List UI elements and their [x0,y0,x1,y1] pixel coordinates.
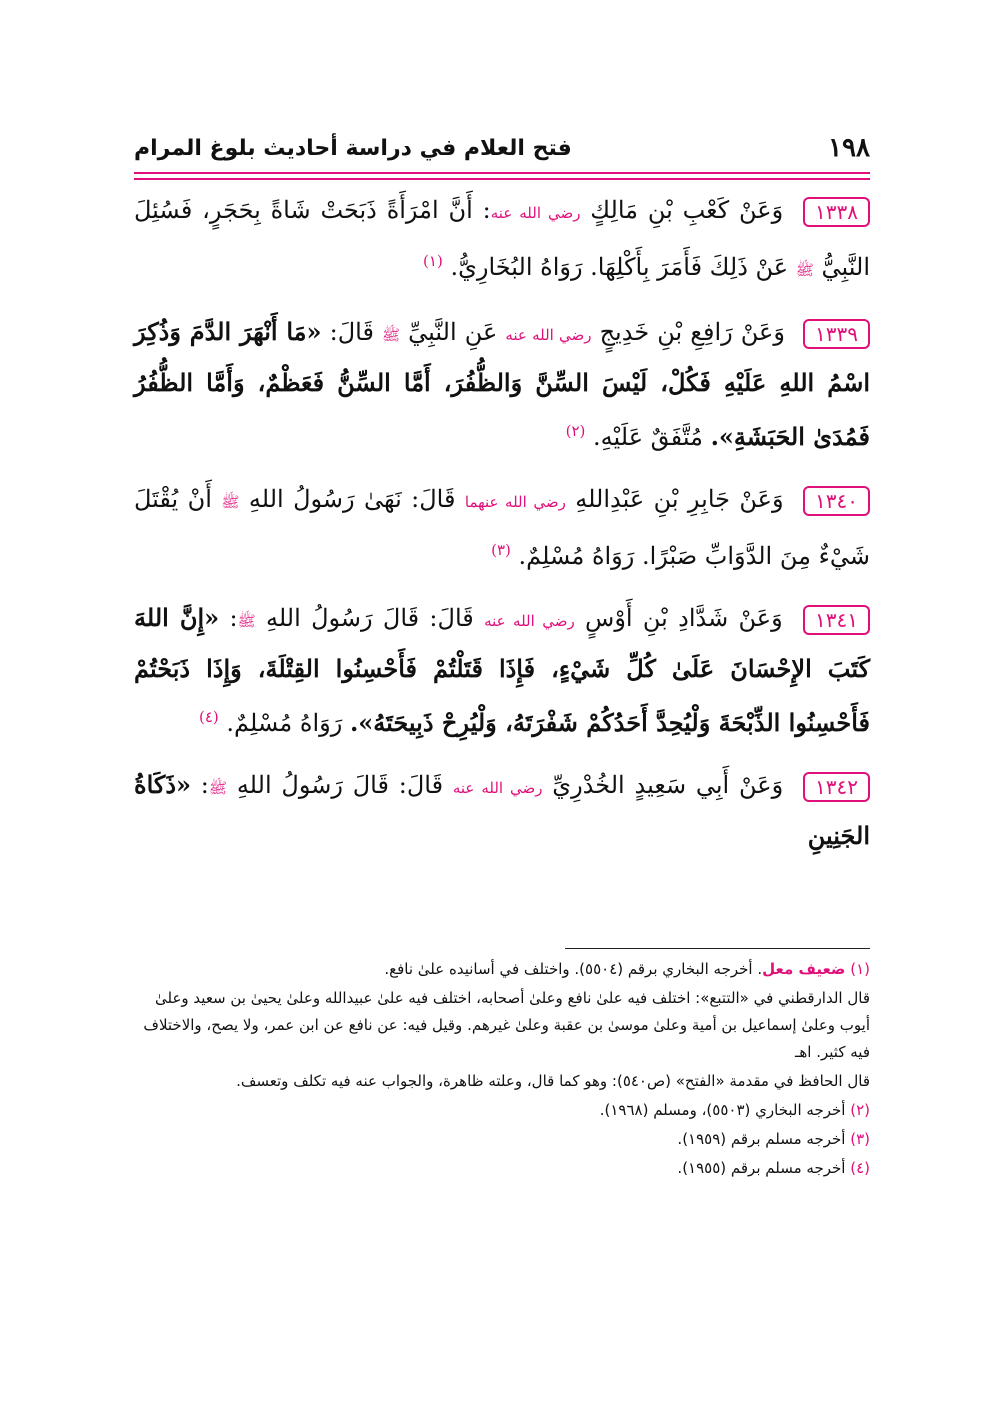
footnote-ref[interactable]: (٣) [491,541,511,559]
hadith-1340 [134,475,870,580]
salla-mark: ﷺ [221,493,240,511]
footnote-number: (١) [850,960,870,978]
hadith-text: قَالَ: قَالَ رَسُولُ اللهِ [236,771,444,799]
hadith-1341 [134,594,870,747]
footnote-text: أخرجه مسلم برقم (١٩٥٥). [677,1159,846,1177]
hadith-text: : [229,604,238,632]
hadith-text: وَعَنْ جَابِرِ بْنِ عَبْدِاللهِ [575,485,784,513]
honorific-mark: رضي الله عنهما [464,493,566,511]
footnote-number: (٤) [850,1159,870,1177]
footnote-number: (٢) [850,1101,870,1119]
footnote-text: أخرجه مسلم برقم (١٩٥٩). [677,1130,846,1148]
prophetic-quote: «إِنَّ اللهَ كَتَبَ الإِحْسَانَ عَلَىٰ كُلِّ شَيْءٍ، فَإِذَا قَتَلْتُمْ فَأَحْسِنُوا القِتْلَةَ، وَإِذَا ذَبَحْتُمْ فَأَحْسِنُوا الذِّبْحَةَ وَلْيُحِدَّ أَحَدُكُمْ شَفْرَتَهُ، وَلْيُرِحْ ذَبِيحَتَهُ». [134,603,870,737]
hadith-number-badge: ١٣٣٩ [803,319,870,349]
footnote-2 [134,1097,870,1124]
footnote-text: قال الحافظ في مقدمة «الفتح» (ص٥٤٠): وهو كما قال، وعلته ظاهرة، والجواب عنه فيه تكلف وتعسف. [236,1072,870,1090]
footnotes [134,948,870,1184]
footnote-ref[interactable]: (١) [423,252,443,270]
honorific-mark: رضي الله عنه [490,204,581,222]
prophetic-quote: «ذَكَاةُ الجَنِينِ [134,770,870,850]
hadith-text: : [200,771,209,799]
hadith-text: قَالَ: [329,318,374,346]
hadith-number-badge: ١٣٤٠ [803,486,870,516]
hadith-source: مُتَّفَقٌ عَلَيْهِ. [593,423,703,451]
honorific-mark: رضي الله عنه [452,779,543,797]
hadith-text: قَالَ: قَالَ رَسُولُ اللهِ [265,604,474,632]
header-rule-bottom [134,178,870,180]
hadith-text: : أَنَّ امْرَأَةً ذَبَحَتْ شَاةً بِحَجَرٍ، فَسُئِلَ النَّبِيُّ [134,196,870,281]
hadith-text: أَنْ يُقْتَلَ شَيْءٌ مِنَ الدَّوَابِّ صَبْرًا. رَوَاهُ مُسْلِمٌ. [134,485,870,570]
footnote-ref[interactable]: (٤) [199,708,219,726]
footnote-3 [134,1126,870,1153]
footnote-text: أخرجه البخاري (٥٥٠٣)، ومسلم (١٩٦٨). [599,1101,846,1119]
footnote-text: قال الدارقطني في «التتبع»: اختلف فيه علىٰ نافع وعلىٰ أصحابه، اختلف فيه علىٰ عبيدالله وعلىٰ يحيىٰ بن سعيد وعلىٰ أيوب وعلىٰ إسماعيل بن أمية وعلىٰ موسىٰ بن عقبة وعلىٰ غيرهم. وقيل فيه: عن نافع عن ابن عمر، ولا يصح، والاختلاف فيه كثير. اهـ [143,989,870,1061]
footnote-4 [134,1155,870,1182]
header-rule-top [134,172,870,174]
salla-mark: ﷺ [795,261,814,279]
hadith-number-badge: ١٣٤١ [803,605,870,635]
hadith-text: وَعَنْ كَعْبِ بْنِ مَالِكٍ [590,196,784,224]
hadith-1342 [134,761,870,860]
hadith-text: قَالَ: نَهَىٰ رَسُولُ اللهِ [248,485,456,513]
footnote-ref[interactable]: (٢) [565,422,586,440]
salla-mark: ﷺ [237,612,256,630]
prophetic-quote: «مَا أَنْهَرَ الدَّمَ وَذُكِرَ اسْمُ اللهِ عَلَيْهِ فَكُلْ، لَيْسَ السِّنَّ وَالظُّفُرَ، أَمَّا السِّنُّ فَعَظْمٌ، وَأَمَّا الظُّفُرُ فَمُدَىٰ الحَبَشَةِ». [134,317,870,451]
footnote-1-paragraph-2 [134,985,870,1066]
footnote-1-paragraph-3 [134,1068,870,1095]
page-number: ١٩٨ [828,133,870,163]
book-title: فتح العلام في دراسة أحاديث بلوغ المرام [134,135,572,161]
grading-tag: ضعيف معل [762,960,846,978]
page-header [134,126,870,170]
hadith-number-badge: ١٣٤٢ [803,772,870,802]
hadith-body [134,186,870,874]
footnote-text: . أخرجه البخاري برقم (٥٥٠٤). واختلف في أسانيده علىٰ نافع. [384,960,763,978]
hadith-text: عَنْ ذَلِكَ فَأَمَرَ بِأَكْلِهَا. رَوَاهُ البُخَارِيُّ. [450,253,789,281]
honorific-mark: رضي الله عنه [484,612,575,630]
hadith-1338 [134,186,870,294]
hadith-text: عَنِ النَّبِيِّ [408,318,498,346]
hadith-text: وَعَنْ أَبِي سَعِيدٍ الخُدْرِيِّ [552,771,784,799]
salla-mark: ﷺ [208,779,228,797]
hadith-source: رَوَاهُ مُسْلِمٌ. [226,709,343,737]
hadith-1339 [134,308,870,461]
hadith-number-badge: ١٣٣٨ [803,197,870,227]
salla-mark: ﷺ [381,326,401,344]
footnote-number: (٣) [850,1130,870,1148]
hadith-text: وَعَنْ رَافِعِ بْنِ خَدِيجٍ [599,318,785,346]
hadith-text: وَعَنْ شَدَّادِ بْنِ أَوْسٍ [585,604,783,632]
footnote-1 [134,956,870,983]
honorific-mark: رضي الله عنه [505,326,592,344]
